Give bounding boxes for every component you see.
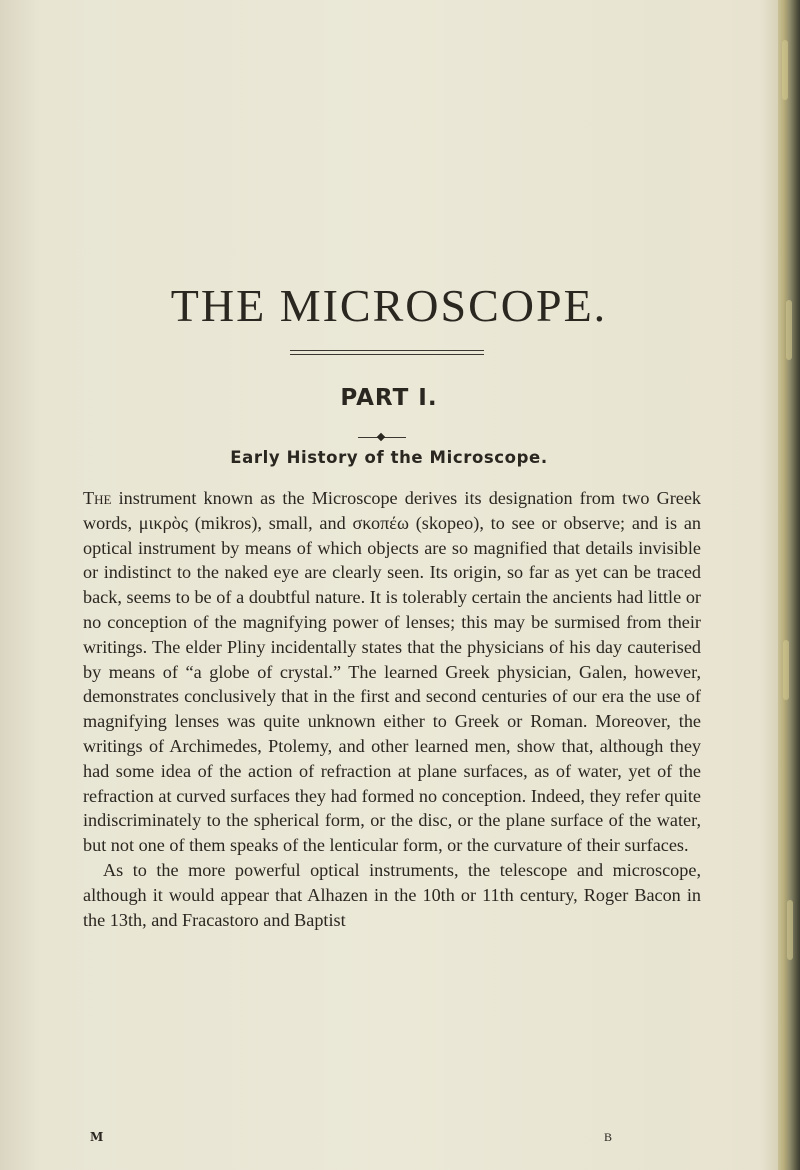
paragraph-1-text: instrument known as the Microscope derives its designation from two Greek words, μικρὸς (mikros), small, and σκοπέω (skopeo), to see or observe; and is an optical instrument by means of which objects are so magnified that details invisible or indistinct to the naked eye are clearly seen. Its origin, so far as yet can be traced back, seems to be of a doubtful nature. It is tolerably certain the ancients had little or no conception of the magnifying power of lenses; this may be surmised from their writings. The elder Pliny incidentally states that the physicians of his day cauterised by means of “a globe of crystal.” The learned Greek physician, Galen, however, demonstrates conclusively that in the first and second centuries of our era the use of magnifying lenses was quite unknown either to Greek or Roman. Moreover, the writings of Archimedes, Ptolemy, and other learned men, show that, although they had some idea of the action of refraction at plane surfaces, as of water, yet of the refraction at curved surfaces they had formed no conception. Indeed, they refer quite indiscriminately to the spherical form, or the disc, or the plane surface of the water, but not one of them speaks of the lenticular form, or the curvature of their surfaces. (83, 488, 701, 856)
part-heading: PART I. (340, 385, 438, 411)
body-text (83, 486, 701, 932)
paragraph-2-text: As to the more powerful optical instruments, the telescope and microscope, although it would appear that Alhazen in the 10th or 11th century, Roger Bacon in the 13th, and Fracastoro and Baptist (83, 859, 701, 930)
paragraph-2 (83, 858, 701, 932)
paragraph-1 (83, 486, 701, 858)
book-edge (778, 0, 800, 1170)
title-double-rule (290, 350, 484, 358)
chapter-title: Early History of the Microscope. (230, 448, 548, 467)
diamond-rule-ornament-icon (358, 434, 406, 440)
page-mark: B (604, 1130, 613, 1144)
signature-mark: M (90, 1130, 104, 1144)
paragraph-lead-word: The (83, 488, 112, 508)
book-title: THE MICROSCOPE. (170, 280, 608, 331)
